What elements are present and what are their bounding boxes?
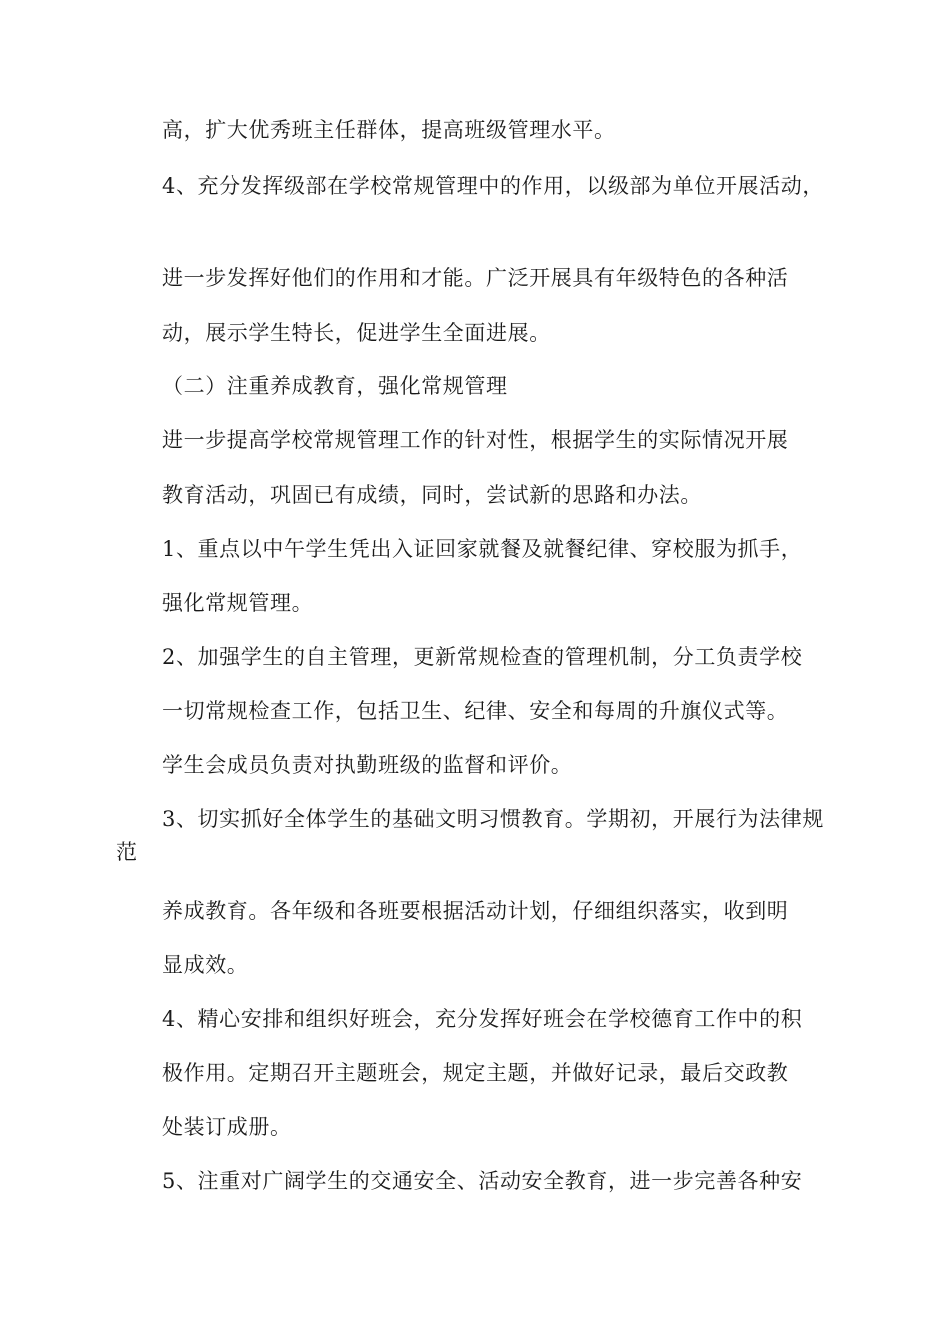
- text-line: 动，展示学生特长，促进学生全面进展。: [162, 321, 551, 345]
- text-line: 1、重点以中午学生凭出入证回家就餐及就餐纪律、穿校服为抓手，: [162, 537, 803, 561]
- text-line: 2、加强学生的自主管理，更新常规检查的管理机制，分工负责学校: [162, 645, 803, 669]
- text-line: 进一步发挥好他们的作用和才能。广泛开展具有年级特色的各种活: [162, 266, 789, 290]
- text-line: 4、充分发挥级部在学校常规管理中的作用，以级部为单位开展活动，: [162, 174, 824, 198]
- text-line: 强化常规管理。: [162, 591, 314, 615]
- text-line: 极作用。定期召开主题班会，规定主题，并做好记录，最后交政教: [162, 1061, 789, 1085]
- text-line: 进一步提高学校常规管理工作的针对性，根据学生的实际情况开展: [162, 428, 789, 452]
- text-line: 教育活动，巩固已有成绩，同时，尝试新的思路和办法。: [162, 483, 702, 507]
- text-line: 4、精心安排和组织好班会，充分发挥好班会在学校德育工作中的积: [162, 1007, 803, 1031]
- text-line: 3、切实抓好全体学生的基础文明习惯教育。学期初，开展行为法律规: [162, 807, 824, 831]
- text-line: 养成教育。各年级和各班要根据活动计划，仔细组织落实，收到明: [162, 899, 789, 923]
- text-line: 学生会成员负责对执勤班级的监督和评价。: [162, 753, 573, 777]
- text-line: 显成效。: [162, 953, 249, 977]
- text-line: 5、注重对广阔学生的交通安全、活动安全教育，进一步完善各种安: [162, 1169, 803, 1193]
- section-heading: （二）注重养成教育，强化常规管理: [162, 374, 508, 398]
- text-line-wrap: 范: [116, 840, 138, 864]
- text-line: 处装订成册。: [162, 1115, 292, 1139]
- text-line: 高，扩大优秀班主任群体，提高班级管理水平。: [162, 118, 616, 142]
- text-line: 一切常规检查工作，包括卫生、纪律、安全和每周的升旗仪式等。: [162, 699, 789, 723]
